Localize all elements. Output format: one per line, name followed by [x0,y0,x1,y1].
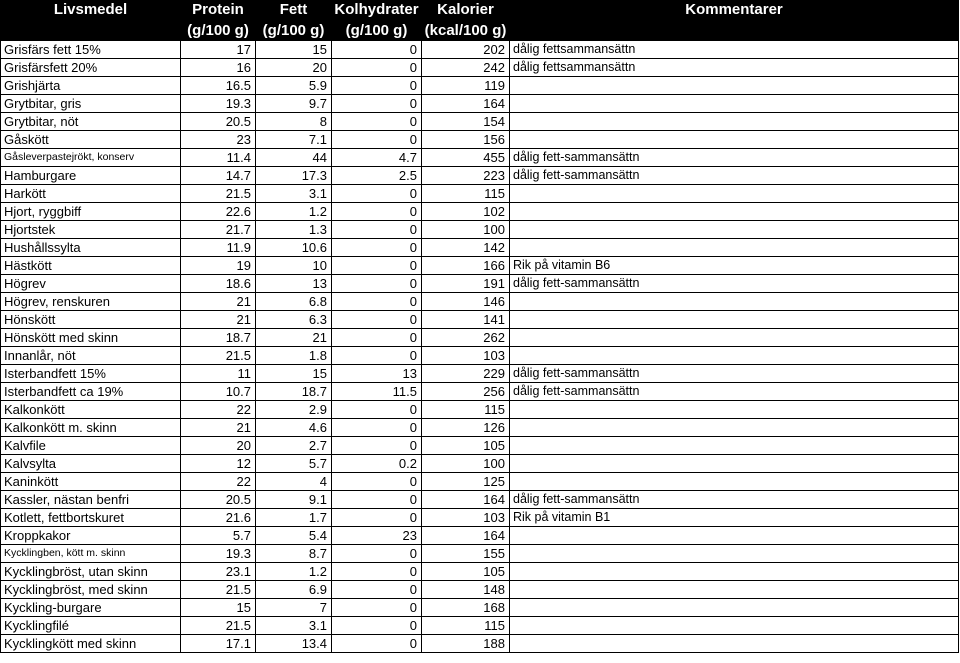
cell-name: Kycklingkött med skinn [1,635,181,653]
cell-fett: 15 [256,365,332,383]
cell-comment [510,563,959,581]
cell-name: Hamburgare [1,167,181,185]
cell-name: Harkött [1,185,181,203]
cell-kolhydrater: 0 [332,545,422,563]
cell-kalorier: 115 [422,401,510,419]
cell-name: Hönskött med skinn [1,329,181,347]
table-row [1,59,959,77]
cell-kolhydrater: 0 [332,113,422,131]
cell-name: Isterbandfett ca 19% [1,383,181,401]
cell-kolhydrater: 0 [332,239,422,257]
cell-kolhydrater: 0 [332,401,422,419]
cell-protein: 22 [181,401,256,419]
cell-name: Hushållssylta [1,239,181,257]
table-row [1,365,959,383]
cell-protein: 21.6 [181,509,256,527]
cell-protein: 22 [181,473,256,491]
cell-fett: 5.9 [256,77,332,95]
cell-comment [510,131,959,149]
table-row [1,599,959,617]
cell-comment: dålig fettsammansättn [510,59,959,77]
cell-fett: 3.1 [256,185,332,203]
cell-comment [510,203,959,221]
cell-protein: 21 [181,311,256,329]
cell-protein: 11.4 [181,149,256,167]
cell-protein: 10.7 [181,383,256,401]
cell-fett: 13.4 [256,635,332,653]
cell-name: Kalvsylta [1,455,181,473]
cell-comment [510,329,959,347]
table-row [1,311,959,329]
cell-kalorier: 455 [422,149,510,167]
cell-kolhydrater: 0 [332,185,422,203]
table-row [1,419,959,437]
cell-kolhydrater: 0 [332,347,422,365]
header-fett-unit: (g/100 g) [256,22,332,41]
cell-name: Grisfärs fett 15% [1,41,181,59]
table-row [1,527,959,545]
cell-comment: dålig fett-sammansättn [510,149,959,167]
cell-comment [510,419,959,437]
cell-comment [510,113,959,131]
cell-kalorier: 164 [422,95,510,113]
table-row [1,455,959,473]
cell-fett: 2.9 [256,401,332,419]
cell-kolhydrater: 0 [332,563,422,581]
table-row [1,581,959,599]
cell-name: Kycklingben, kött m. skinn [1,545,181,563]
cell-name: Hjort, ryggbiff [1,203,181,221]
cell-name: Hjortstek [1,221,181,239]
cell-kalorier: 105 [422,437,510,455]
cell-comment: dålig fett-sammansättn [510,275,959,293]
cell-kalorier: 126 [422,419,510,437]
cell-protein: 16.5 [181,77,256,95]
cell-name: Kaninkött [1,473,181,491]
cell-protein: 20.5 [181,113,256,131]
cell-name: Högrev, renskuren [1,293,181,311]
cell-fett: 1.2 [256,203,332,221]
cell-name: Grisfärsfett 20% [1,59,181,77]
table-row [1,491,959,509]
cell-kalorier: 146 [422,293,510,311]
cell-kalorier: 202 [422,41,510,59]
table-row [1,563,959,581]
cell-kalorier: 141 [422,311,510,329]
cell-kalorier: 168 [422,599,510,617]
cell-kolhydrater: 0 [332,95,422,113]
cell-protein: 21 [181,293,256,311]
cell-comment [510,527,959,545]
cell-protein: 18.7 [181,329,256,347]
cell-comment: Rik på vitamin B6 [510,257,959,275]
cell-fett: 8.7 [256,545,332,563]
header-kalorier-unit: (kcal/100 g) [422,22,510,41]
cell-kolhydrater: 0 [332,293,422,311]
cell-comment [510,599,959,617]
cell-kalorier: 154 [422,113,510,131]
cell-comment [510,293,959,311]
cell-kalorier: 142 [422,239,510,257]
cell-comment [510,545,959,563]
cell-name: Kassler, nästan benfri [1,491,181,509]
table-row [1,203,959,221]
cell-kolhydrater: 0 [332,635,422,653]
cell-protein: 11.9 [181,239,256,257]
cell-protein: 23 [181,131,256,149]
cell-protein: 20 [181,437,256,455]
cell-fett: 17.3 [256,167,332,185]
cell-comment [510,185,959,203]
cell-comment [510,581,959,599]
cell-protein: 12 [181,455,256,473]
cell-fett: 6.9 [256,581,332,599]
table-row [1,167,959,185]
cell-kolhydrater: 0 [332,599,422,617]
table-row [1,149,959,167]
cell-protein: 18.6 [181,275,256,293]
table-row [1,293,959,311]
cell-name: Grytbitar, gris [1,95,181,113]
cell-kalorier: 242 [422,59,510,77]
cell-kalorier: 191 [422,275,510,293]
cell-kolhydrater: 0 [332,41,422,59]
cell-kolhydrater: 11.5 [332,383,422,401]
cell-fett: 6.3 [256,311,332,329]
cell-name: Grytbitar, nöt [1,113,181,131]
cell-fett: 3.1 [256,617,332,635]
table-row [1,545,959,563]
cell-kolhydrater: 0 [332,437,422,455]
cell-comment [510,617,959,635]
table-row [1,473,959,491]
cell-kalorier: 166 [422,257,510,275]
cell-kalorier: 100 [422,221,510,239]
cell-fett: 10.6 [256,239,332,257]
cell-kalorier: 115 [422,185,510,203]
cell-name: Gåskött [1,131,181,149]
cell-comment: dålig fett-sammansättn [510,365,959,383]
cell-kolhydrater: 0 [332,59,422,77]
cell-protein: 23.1 [181,563,256,581]
cell-fett: 9.7 [256,95,332,113]
header-fett: Fett [256,1,332,22]
cell-comment [510,95,959,113]
cell-name: Hästkött [1,257,181,275]
cell-kolhydrater: 0 [332,311,422,329]
cell-kolhydrater: 0 [332,491,422,509]
cell-name: Kotlett, fettbortskuret [1,509,181,527]
cell-kalorier: 115 [422,617,510,635]
cell-kolhydrater: 0 [332,275,422,293]
cell-protein: 14.7 [181,167,256,185]
cell-kalorier: 256 [422,383,510,401]
cell-protein: 21.5 [181,185,256,203]
cell-protein: 21 [181,419,256,437]
cell-kolhydrater: 0.2 [332,455,422,473]
table-body [1,41,959,653]
table-row [1,617,959,635]
cell-fett: 4.6 [256,419,332,437]
cell-fett: 6.8 [256,293,332,311]
header-livsmedel: Livsmedel [1,1,181,41]
table-row [1,77,959,95]
cell-kalorier: 229 [422,365,510,383]
table-row [1,275,959,293]
cell-fett: 8 [256,113,332,131]
cell-kolhydrater: 0 [332,509,422,527]
cell-fett: 44 [256,149,332,167]
cell-kolhydrater: 13 [332,365,422,383]
cell-kalorier: 100 [422,455,510,473]
cell-protein: 22.6 [181,203,256,221]
cell-fett: 1.2 [256,563,332,581]
cell-kolhydrater: 2.5 [332,167,422,185]
cell-kalorier: 188 [422,635,510,653]
cell-kalorier: 119 [422,77,510,95]
table-row [1,401,959,419]
cell-kolhydrater: 0 [332,473,422,491]
cell-fett: 21 [256,329,332,347]
cell-protein: 21.7 [181,221,256,239]
cell-kolhydrater: 4.7 [332,149,422,167]
cell-comment [510,401,959,419]
cell-protein: 19.3 [181,545,256,563]
cell-fett: 9.1 [256,491,332,509]
cell-fett: 18.7 [256,383,332,401]
cell-kolhydrater: 0 [332,257,422,275]
table-row [1,113,959,131]
cell-kalorier: 223 [422,167,510,185]
cell-name: Kycklingbröst, utan skinn [1,563,181,581]
cell-name: Innanlår, nöt [1,347,181,365]
cell-kalorier: 262 [422,329,510,347]
cell-kalorier: 164 [422,491,510,509]
cell-kalorier: 155 [422,545,510,563]
table-row [1,347,959,365]
cell-name: Kyckling-burgare [1,599,181,617]
cell-kalorier: 125 [422,473,510,491]
table-row [1,185,959,203]
header-kalorier: Kalorier [422,1,510,22]
cell-kalorier: 103 [422,509,510,527]
cell-protein: 17 [181,41,256,59]
cell-comment [510,77,959,95]
cell-fett: 10 [256,257,332,275]
header-protein: Protein [181,1,256,22]
cell-fett: 5.7 [256,455,332,473]
cell-comment [510,473,959,491]
cell-kolhydrater: 0 [332,329,422,347]
cell-comment [510,221,959,239]
cell-name: Kycklingfilé [1,617,181,635]
cell-kalorier: 156 [422,131,510,149]
cell-comment: dålig fett-sammansättn [510,167,959,185]
cell-protein: 19 [181,257,256,275]
cell-fett: 2.7 [256,437,332,455]
cell-comment: Rik på vitamin B1 [510,509,959,527]
table-row [1,383,959,401]
cell-name: Kalkonkött m. skinn [1,419,181,437]
cell-comment: dålig fettsammansättn [510,41,959,59]
cell-name: Kycklingbröst, med skinn [1,581,181,599]
cell-comment: dålig fett-sammansättn [510,491,959,509]
cell-fett: 15 [256,41,332,59]
cell-protein: 15 [181,599,256,617]
cell-name: Gåsleverpastejrökt, konserv [1,149,181,167]
cell-name: Kalkonkött [1,401,181,419]
cell-kalorier: 105 [422,563,510,581]
cell-kolhydrater: 0 [332,77,422,95]
table-row [1,95,959,113]
cell-fett: 13 [256,275,332,293]
cell-protein: 11 [181,365,256,383]
table-row [1,41,959,59]
cell-protein: 16 [181,59,256,77]
cell-name: Kroppkakor [1,527,181,545]
cell-kolhydrater: 0 [332,617,422,635]
cell-protein: 17.1 [181,635,256,653]
cell-fett: 1.3 [256,221,332,239]
cell-fett: 1.7 [256,509,332,527]
cell-name: Hönskött [1,311,181,329]
cell-kolhydrater: 0 [332,221,422,239]
cell-fett: 4 [256,473,332,491]
cell-name: Högrev [1,275,181,293]
cell-comment [510,311,959,329]
cell-comment [510,239,959,257]
cell-kolhydrater: 0 [332,581,422,599]
cell-protein: 19.3 [181,95,256,113]
cell-protein: 21.5 [181,347,256,365]
cell-protein: 21.5 [181,581,256,599]
cell-fett: 20 [256,59,332,77]
cell-protein: 5.7 [181,527,256,545]
header-kommentarer: Kommentarer [510,1,959,41]
cell-kalorier: 148 [422,581,510,599]
cell-name: Isterbandfett 15% [1,365,181,383]
cell-fett: 1.8 [256,347,332,365]
table-header [1,1,959,41]
cell-kolhydrater: 23 [332,527,422,545]
table-row [1,239,959,257]
cell-kalorier: 164 [422,527,510,545]
table-row [1,221,959,239]
cell-name: Kalvfile [1,437,181,455]
cell-fett: 7 [256,599,332,617]
cell-kalorier: 103 [422,347,510,365]
header-protein-unit: (g/100 g) [181,22,256,41]
table-row [1,131,959,149]
cell-comment [510,437,959,455]
cell-comment [510,635,959,653]
cell-protein: 20.5 [181,491,256,509]
cell-fett: 5.4 [256,527,332,545]
cell-kolhydrater: 0 [332,203,422,221]
table-row [1,437,959,455]
cell-kolhydrater: 0 [332,131,422,149]
cell-comment: dålig fett-sammansättn [510,383,959,401]
table-row [1,635,959,653]
cell-comment [510,455,959,473]
cell-kolhydrater: 0 [332,419,422,437]
header-kolhydrater-unit: (g/100 g) [332,22,422,41]
cell-protein: 21.5 [181,617,256,635]
cell-name: Grishjärta [1,77,181,95]
table-row [1,509,959,527]
table-row [1,329,959,347]
header-kolhydrater: Kolhydrater [332,1,422,22]
cell-kalorier: 102 [422,203,510,221]
cell-fett: 7.1 [256,131,332,149]
table-row [1,257,959,275]
cell-comment [510,347,959,365]
